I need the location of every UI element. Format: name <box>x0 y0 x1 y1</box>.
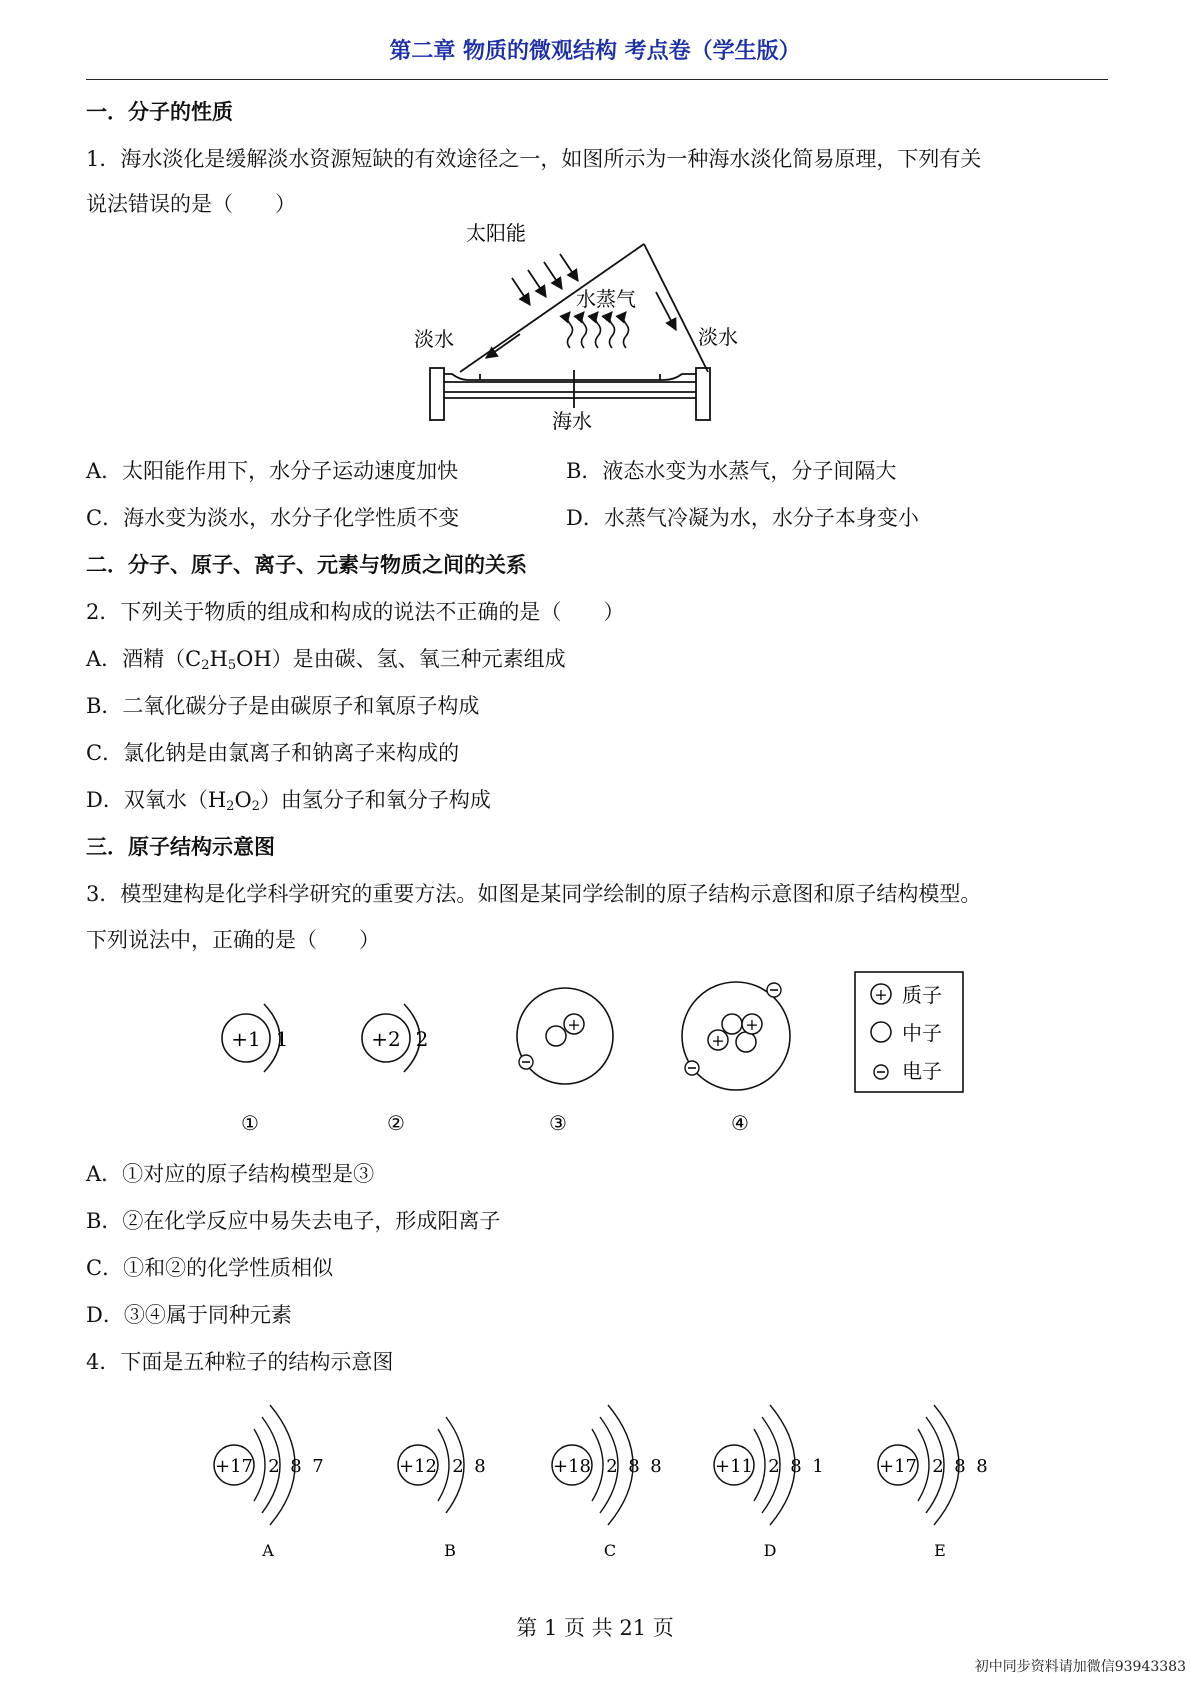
label-sea: 海水 <box>552 409 592 433</box>
svg-text:8: 8 <box>954 1456 966 1477</box>
svg-text:2: 2 <box>606 1456 618 1477</box>
q1-option-b: B．液态水变为水蒸气，分子间隔大 <box>566 459 897 483</box>
svg-text:+17: +17 <box>879 1456 917 1477</box>
svg-text:+11: +11 <box>715 1456 753 1477</box>
svg-text:+12: +12 <box>399 1456 437 1477</box>
label-fresh-left: 淡水 <box>414 327 454 351</box>
fresh-water-flow-right-icon <box>656 292 676 330</box>
svg-text:1: 1 <box>275 1027 289 1051</box>
page-number: 第 1 页 共 21 页 <box>516 1616 674 1640</box>
particle-label-a: A <box>262 1541 274 1560</box>
structure-diagram-1 <box>222 1004 288 1135</box>
svg-text:1: 1 <box>812 1456 824 1477</box>
svg-text:+: + <box>711 1031 725 1050</box>
q2-option-b: B．二氧化碳分子是由碳原子和氧原子构成 <box>86 694 480 718</box>
q2-option-d: D．双氧水$(H_2O_2)$由氢分子和氧分子构成 <box>86 788 491 814</box>
q3-option-a: A．①对应的原子结构模型是③ <box>86 1162 375 1186</box>
q1-option-c: C．海水变为淡水，水分子化学性质不变 <box>86 506 460 530</box>
svg-text:8: 8 <box>474 1456 486 1477</box>
q3-stem-line1: 3．模型建构是化学科学研究的重要方法。如图是某同学绘制的原子结构示意图和原子结构模型。 <box>86 882 982 906</box>
section-heading-3: 三．原子结构示意图 <box>86 835 275 859</box>
svg-text:8: 8 <box>628 1456 640 1477</box>
particle-structure-figure <box>200 1392 1000 1562</box>
q1-option-a: A．太阳能作用下，水分子运动速度加快 <box>86 459 459 483</box>
particle-diagram-a <box>214 1405 324 1560</box>
svg-text:7: 7 <box>312 1456 324 1477</box>
particle-diagram-b <box>398 1417 486 1560</box>
structure-diagram-2 <box>362 1004 428 1135</box>
particle-diagram-c <box>552 1405 662 1560</box>
svg-text:2: 2 <box>415 1027 429 1051</box>
svg-text:中子: 中子 <box>902 1021 942 1045</box>
atom-model-3 <box>517 988 613 1135</box>
svg-text:8: 8 <box>976 1456 988 1477</box>
particle-label-d: D <box>763 1541 777 1560</box>
svg-text:+1: +1 <box>231 1027 261 1051</box>
particle-label-e: E <box>934 1541 946 1560</box>
particle-legend <box>855 972 963 1092</box>
title-divider <box>86 79 1108 80</box>
q4-stem: 4．下面是五种粒子的结构示意图 <box>86 1350 394 1374</box>
particle-label-c: C <box>603 1541 617 1560</box>
watermark-text: 初中同步资料请加微信93943383 <box>974 1659 1186 1675</box>
q3-option-b: B．②在化学反应中易失去电子，形成阳离子 <box>86 1209 501 1233</box>
svg-text:2: 2 <box>452 1456 464 1477</box>
vapor-arrows-icon <box>568 312 629 348</box>
svg-text:质子: 质子 <box>902 983 942 1007</box>
diagram-label-1: ① <box>241 1111 259 1135</box>
q2-option-a: A．酒精$(C_2H_5OH)$是由碳、氢、氧三种元素组成 <box>86 647 566 673</box>
svg-text:8: 8 <box>790 1456 802 1477</box>
label-solar: 太阳能 <box>466 221 526 245</box>
label-fresh-right: 淡水 <box>698 325 738 349</box>
particle-diagram-d <box>714 1405 824 1560</box>
q3-option-d: D．③④属于同种元素 <box>86 1303 292 1327</box>
desalination-diagram <box>414 221 760 433</box>
svg-text:+18: +18 <box>553 1456 591 1477</box>
glass-cover-right <box>644 244 708 372</box>
label-vapor: 水蒸气 <box>576 287 636 311</box>
svg-text:8: 8 <box>650 1456 662 1477</box>
q1-stem-line2: 说法错误的是（ ） <box>86 192 296 216</box>
atom-model-4 <box>682 982 790 1135</box>
svg-text:+2: +2 <box>371 1027 401 1051</box>
section-heading-1: 一．分子的性质 <box>86 100 233 124</box>
svg-text:2: 2 <box>268 1456 280 1477</box>
q1-option-d: D．水蒸气冷凝为水，水分子本身变小 <box>566 506 919 530</box>
section-heading-2: 二．分子、原子、离子、元素与物质之间的关系 <box>86 553 527 577</box>
q1-stem-line1: 1．海水淡化是缓解淡水资源短缺的有效途径之一，如图所示为一种海水淡化简易原理，下列有关 <box>86 147 982 171</box>
svg-text:2: 2 <box>932 1456 944 1477</box>
atom-structure-figure <box>200 962 980 1140</box>
svg-text:2: 2 <box>768 1456 780 1477</box>
fresh-water-flow-left-icon <box>486 334 520 358</box>
svg-text:8: 8 <box>290 1456 302 1477</box>
svg-text:+17: +17 <box>215 1456 253 1477</box>
svg-text:+: + <box>745 1015 759 1034</box>
page-title: 第二章 物质的微观结构 考点卷（学生版） <box>389 39 801 64</box>
svg-text:+: + <box>567 1015 581 1034</box>
svg-text:电子: 电子 <box>902 1059 942 1083</box>
model-label-4: ④ <box>731 1111 749 1135</box>
q2-stem: 2．下列关于物质的组成和构成的说法不正确的是（ ） <box>86 600 625 624</box>
particle-label-b: B <box>444 1541 456 1560</box>
diagram-label-2: ② <box>387 1111 405 1135</box>
q3-option-c: C．①和②的化学性质相似 <box>86 1256 334 1280</box>
q2-option-c: C．氯化钠是由氯离子和钠离子来构成的 <box>86 741 460 765</box>
neutron-icon <box>871 1022 891 1042</box>
svg-text:+: + <box>874 985 888 1004</box>
q3-stem-line2: 下列说法中，正确的是（ ） <box>86 928 380 952</box>
model-label-3: ③ <box>549 1111 567 1135</box>
particle-diagram-e <box>878 1405 988 1560</box>
